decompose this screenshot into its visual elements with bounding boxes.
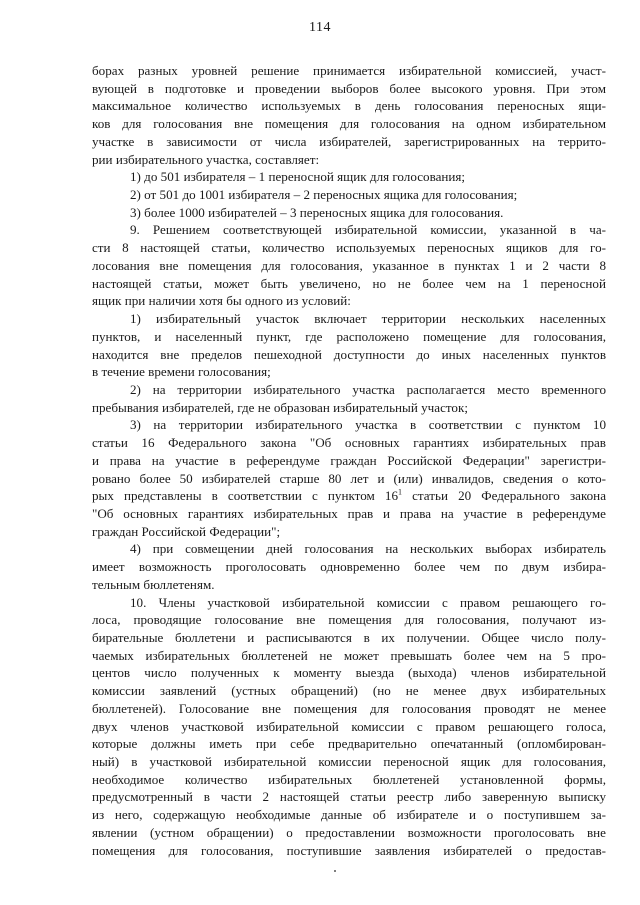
list-item: 2) на территории избирательного участка располагается место временного xyxy=(130,381,606,397)
list-item: 2) от 501 до 1001 избирателя – 2 переносных ящика для голосования; xyxy=(130,187,518,203)
text-line: бюллетеней). Голосование вне помещения для голосования проводят не менее xyxy=(92,700,606,716)
text-line: двух членов участковой избирательной комиссии с правом решающего голоса, xyxy=(92,718,606,734)
text-line: статьи 16 Федерального закона "Об основных гарантиях избирательных прав xyxy=(92,435,606,451)
text-line: ровано более 50 избирателей старше 80 лет и (или) инвалидов, сведения о кото- xyxy=(92,470,606,486)
text-line: граждан Российской Федерации"; xyxy=(92,523,281,539)
text-line: лосования вне помещения для голосования, указанное в пунктах 1 и 2 части 8 xyxy=(92,257,606,273)
text-line: предусмотренный в части 2 настоящей статьи реестр либо заверенную выписку xyxy=(92,789,606,805)
text-line: бирательные бюллетени и расписываются в их получении. Общее число полу- xyxy=(92,630,606,645)
text-line: которые должны иметь при себе предварительно опечатанный (опломбирован- xyxy=(92,736,606,752)
text-line: ящик при наличии хотя бы одного из условий: xyxy=(92,293,351,309)
text-line: участке в зависимости от числа избирателей, зарегистрированных на террито- xyxy=(92,133,606,149)
text-line: сти 8 настоящей статьи, количество используемых переносных ящиков для го- xyxy=(92,240,606,256)
text-line: пунктов, и населенный пункт, где расположено помещение для голосования, xyxy=(92,328,606,344)
text-line: необходимое количество избирательных бюллетеней установленной формы, xyxy=(92,771,606,787)
text-line: пребывания избирателей, где не образован избирательный участок; xyxy=(92,399,468,415)
text-line: центов число полученных к моменту выезда (выхода) членов избирательной xyxy=(92,665,606,681)
text-line: ный) в участковой избирательной комиссии переносной ящик для голосования, xyxy=(92,754,606,770)
text-line: в течение времени голосования; xyxy=(92,364,271,380)
text-line: из него, содержащую необходимые данные об избирателе и о поступившем за- xyxy=(92,807,606,823)
text-line: помещения для голосования, поступившие заявления избирателей о предостав- xyxy=(92,842,606,858)
superscript: 1 xyxy=(398,487,402,497)
text-line: борах разных уровней решение принимается избирательной комиссией, участ- xyxy=(92,63,606,78)
text-line: тельным бюллетеням. xyxy=(92,576,215,592)
text-line: вующей в подготовке и проведении выборов более высокого уровня. При этом xyxy=(92,80,606,96)
page-number: 114 xyxy=(309,20,331,35)
text-fragment: статьи 20 Федерального закона xyxy=(402,488,606,504)
text-line: явлении (устном обращении) о предоставлении возможности проголосовать вне xyxy=(92,824,606,840)
text-line-with-superscript xyxy=(92,487,606,505)
list-item: 3) на территории избирательного участка в соответствии с пунктом 10 xyxy=(130,417,606,433)
scan-speck xyxy=(334,870,336,872)
list-item: 1) до 501 избирателя – 1 переносной ящик для голосования; xyxy=(130,169,466,185)
list-item: 1) избирательный участок включает территории нескольких населенных xyxy=(130,311,606,327)
text-line: максимальное количество используемых в день голосования переносных ящи- xyxy=(92,98,606,114)
text-line: рии избирательного участка, составляет: xyxy=(92,151,320,167)
paragraph-start: 9. Решением соответствующей избирательной комиссии, указанной в ча- xyxy=(130,222,606,238)
text-line: находится вне пределов пешеходной доступности до иных населенных пунктов xyxy=(92,346,606,362)
text-line: ков для голосования вне помещения для голосования на одном избирательном xyxy=(92,116,606,132)
text-line: "Об основных гарантиях избирательных прав и права на участие в референдуме xyxy=(92,505,606,521)
paragraph-start: 10. Члены участковой избирательной комиссии с правом решающего го- xyxy=(130,594,606,610)
text-line: настоящей статьи, может быть увеличено, но не более чем на 1 переносной xyxy=(92,275,606,291)
text-line: имеет возможность проголосовать одновременно более чем по двум избира- xyxy=(92,559,606,575)
document-body xyxy=(92,62,606,859)
text-fragment: рых представлены в соответствии с пунктом 16 xyxy=(92,488,398,504)
text-line: комиссии заявлений (устных обращений) (но не менее двух избирательных xyxy=(92,683,606,699)
list-item: 4) при совмещении дней голосования на нескольких выборах избиратель xyxy=(130,541,606,557)
text-line: и права на участие в референдуме граждан Российской Федерации" зарегистри- xyxy=(92,452,606,468)
list-item: 3) более 1000 избирателей – 3 переносных ящика для голосования. xyxy=(130,204,504,220)
text-line: лоса, проводящие голосование вне помещения для голосования, получают из- xyxy=(92,612,606,628)
text-line: чаемых избирательных бюллетеней не может превышать более чем на 5 про- xyxy=(92,647,606,663)
